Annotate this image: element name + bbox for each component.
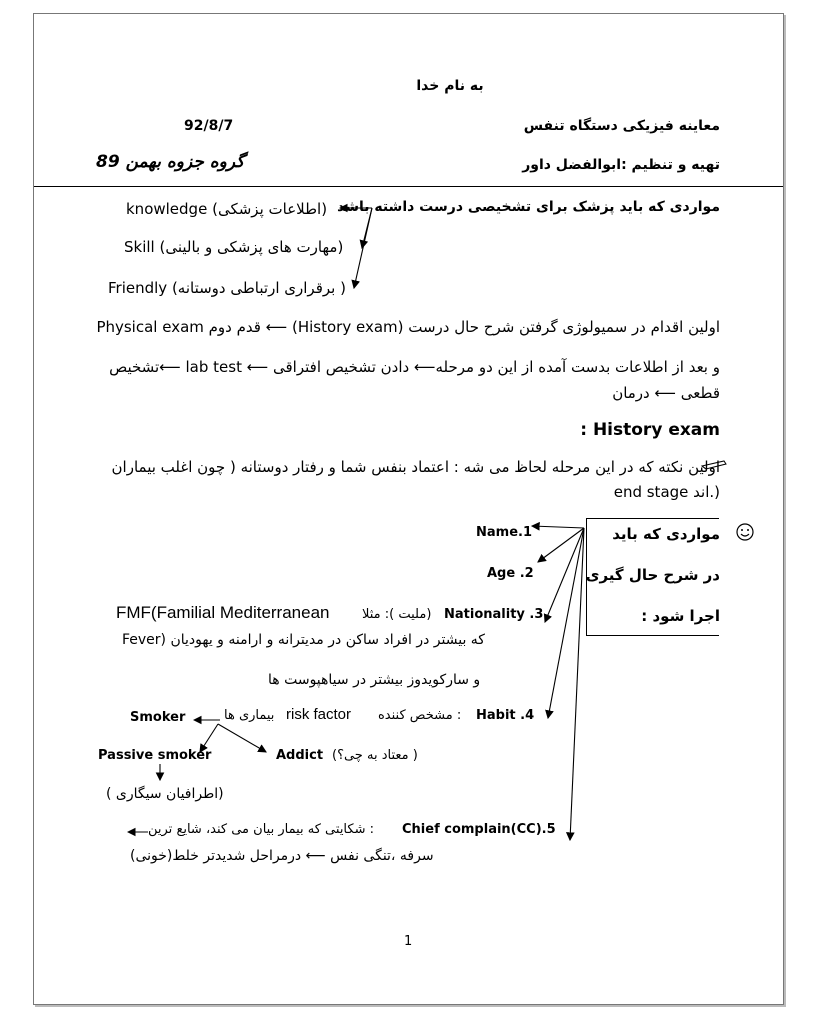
item-name: Name.1 (476, 525, 532, 540)
item-addict: Addict (276, 748, 324, 763)
item-friendly: Friendly (برقراری ارتباطی دوستانه ) (108, 279, 346, 297)
history-note-line-1: اولین نکته که در این مرحله لحاظ می شه : اعتماد بنفس شما و رفتار دوستانه ( چون اغلب بیماران (111, 458, 720, 476)
item-age: Age .2 (487, 566, 534, 581)
arrow-cc (570, 528, 584, 840)
bismillah: به نام خدا (416, 78, 484, 94)
author-line: تهیه و تنظیم :ابوالفضل داور (522, 157, 720, 173)
document-date: 92/8/7 (184, 118, 234, 134)
arrow-name (532, 526, 584, 528)
item-fever-line: Fever) که بیشتر در افراد ساکن در مدیترانه و ارامنه و یهودیان (122, 632, 485, 648)
item-smoker: Smoker (130, 710, 186, 725)
arrow-addict (218, 724, 266, 752)
item-skill: Skill (مهارت های پزشکی و بالینی) (124, 238, 344, 256)
box-line-1: مواردی که باید (612, 525, 720, 543)
box-line-2: در شرح حال گیری (585, 566, 720, 584)
item-knowledge: knowledge (اطلاعات پزشکی) (126, 200, 328, 218)
item-habit-label: Habit .4 (476, 708, 535, 723)
item-fmf: FMF(Familial Mediterranean (116, 603, 330, 622)
item-habit-tail: بیماری ها (224, 708, 275, 723)
item-passive-smoker: Passive smoker (98, 748, 212, 763)
item-cc-line-2: سرفه ،تنگی نفس ⟵ درمراحل شدیدتر خلط(خونی) (130, 848, 434, 864)
item-habit-text: : مشخص کننده (378, 708, 462, 723)
arrow-passive (200, 724, 218, 752)
group-label: گروه جزوه بهمن 89 (96, 152, 245, 172)
item-addict-note: ( معتاد به چی؟) (332, 748, 418, 763)
section1-heading: مواردی که باید پزشک برای تشخیصی درست داشته باشد (337, 199, 720, 215)
semiology-line-1: اولین اقدام در سمیولوژی گرفتن شرح حال درست (History exam) ⟵ قدم دوم Physical exam (96, 318, 720, 336)
item-nationality-label: Nationality .3 (444, 607, 544, 622)
arrow-habit (548, 528, 584, 718)
item-cc-text: : شکایتی که بیمار بیان می کند، شایع ترین (148, 822, 374, 837)
item-cc-label: Chief complain(CC).5 (402, 822, 556, 837)
semiology-line-2: و بعد از اطلاعات بدست آمده از این دو مرحله⟵ دادن تشخیص افتراقی ⟵ lab test ⟵تشخیص (109, 358, 720, 376)
box-line-3: اجرا شود : (641, 607, 720, 625)
arrow-friendly (354, 208, 372, 288)
history-note-line-2: end stage اند.) (613, 483, 720, 501)
item-passive-note: (اطرافیان سیگاری ) (106, 786, 224, 802)
item-sarcoid-line: و سارکویدوز بیشتر در سیاهپوست ها (268, 672, 481, 688)
document-title: معاینه فیزیکی دستگاه تنفس (523, 118, 720, 134)
page-number: 1 (404, 934, 413, 949)
history-heading: : History exam (580, 420, 720, 440)
semiology-line-3: قطعی ⟵ درمان (612, 384, 720, 402)
item-risk-factor: risk factor (286, 706, 352, 723)
item-nationality-text: (ملیت ): مثلا (362, 607, 432, 622)
